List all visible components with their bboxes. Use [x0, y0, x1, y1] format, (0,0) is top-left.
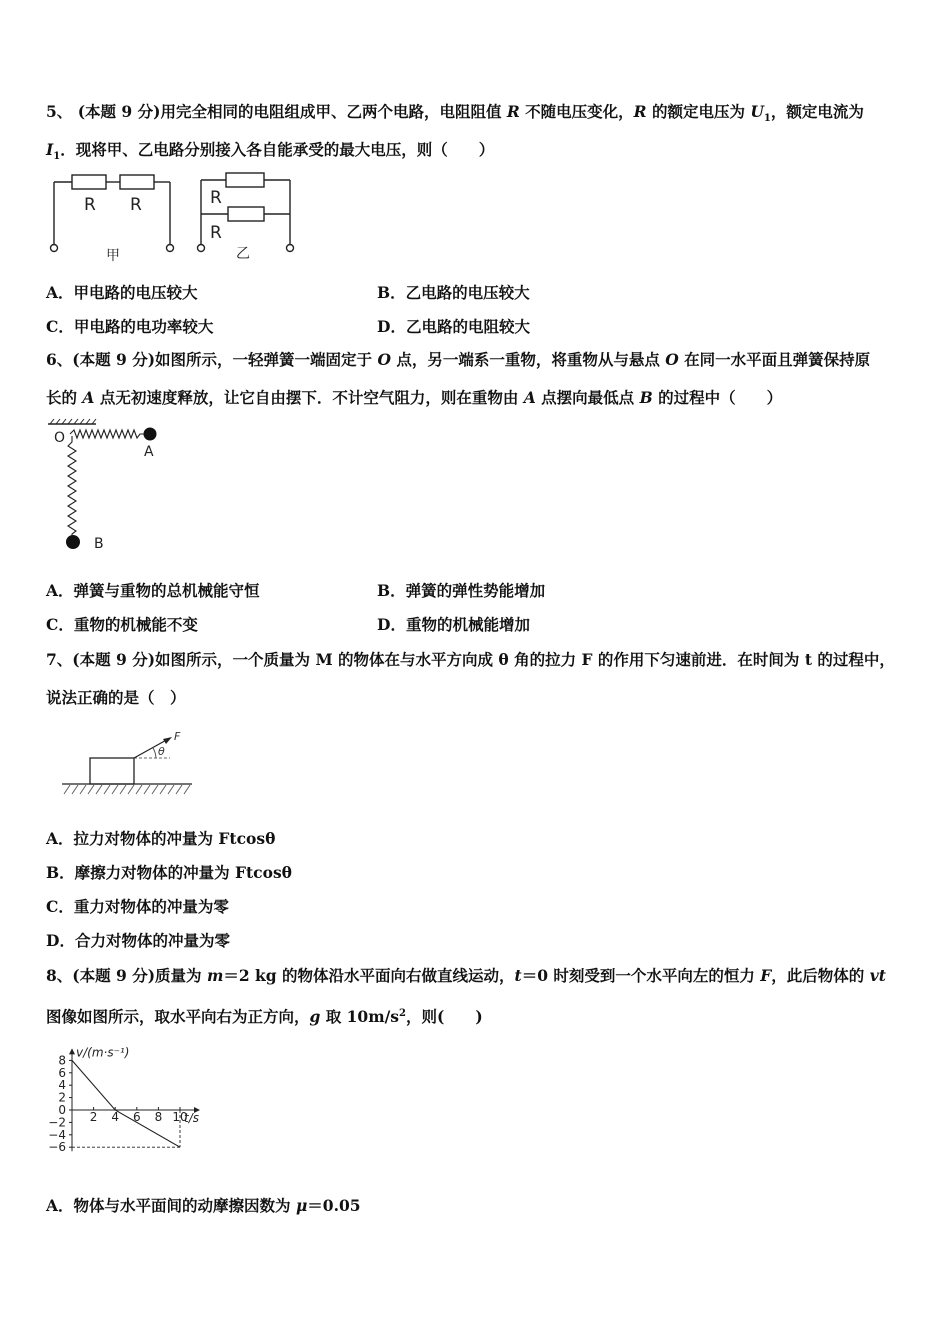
angle-arc — [153, 748, 156, 758]
x-tick-label: 2 — [89, 1110, 98, 1124]
label-r-jia-2: R — [130, 195, 142, 215]
y-tick-label: 6 — [58, 1065, 66, 1080]
x-tick-label: 10 — [172, 1110, 188, 1124]
ground-hatch — [64, 785, 190, 794]
label-f: F — [174, 730, 181, 743]
block — [90, 758, 134, 784]
label-r-yi-2: R — [210, 223, 222, 243]
q6-option-a[interactable]: A．弹簧与重物的总机械能守恒 — [46, 581, 260, 600]
x-tick-label: 6 — [132, 1110, 141, 1124]
force-arrowhead — [163, 737, 172, 744]
q5-option-c[interactable]: C．甲电路的电功率较大 — [46, 317, 214, 336]
q7-option-a[interactable]: A．拉力对物体的冲量为 Ftcosθ — [46, 829, 276, 848]
y-axis-label: v/(m·s⁻¹) — [76, 1045, 130, 1060]
y-tick-label: −4 — [48, 1127, 66, 1142]
terminal-yi-right — [287, 245, 294, 252]
x-axis-label: t/s — [184, 1111, 199, 1125]
q6-spring-figure — [46, 418, 176, 558]
y-tick-label: −6 — [48, 1140, 66, 1155]
q5-line2: $I_1$．现将甲、乙电路分别接入各自能承受的最大电压，则（ ） — [46, 140, 495, 163]
y-tick-label: −2 — [48, 1115, 66, 1130]
q7-force-figure — [60, 726, 200, 800]
terminal-jia-left — [51, 245, 58, 252]
chart-series — [72, 1060, 180, 1147]
resistor-jia-1 — [72, 175, 106, 189]
x-tick-label: 8 — [154, 1110, 163, 1124]
q8-line2: 图像如图所示，取水平向右为正方向，g 取 $10m/s^2$，则( ) — [46, 1007, 483, 1027]
circuit-jia — [51, 175, 174, 252]
q6-option-b[interactable]: B．弹簧的弹性势能增加 — [377, 581, 546, 600]
label-r-yi-1: R — [210, 188, 222, 208]
q8-number: 8、 — [46, 966, 73, 985]
y-tick-label: 0 — [58, 1103, 66, 1117]
q8-line1: 8、(本题 9 分)质量为 m＝2 kg 的物体沿水平面向右做直线运动，t＝0 时刻受到一个水平向左的恒力 F，此后物体的 vt — [46, 966, 886, 985]
horizontal-spring — [70, 430, 144, 438]
q7-line1: 7、(本题 9 分)如图所示，一个质量为 M 的物体在与水平方向成 θ 角的拉力 F 的作用下匀速前进．在时间为 t 的过程中， — [46, 650, 895, 669]
q5-option-d[interactable]: D．乙电路的电阻较大 — [377, 317, 530, 336]
y-axis-arrow — [69, 1048, 75, 1054]
q5-option-b[interactable]: B．乙电路的电压较大 — [377, 283, 530, 302]
label-jia: 甲 — [106, 248, 120, 264]
q5-number: 5、 — [46, 102, 73, 121]
q8-option-a[interactable]: A．物体与水平面间的动摩擦因数为 μ＝0.05 — [46, 1196, 361, 1215]
q6-line2: 长的 A 点无初速度释放，让它自由摆下．不计空气阻力，则在重物由 A 点摆向最低点 B 的过程中（ ） — [46, 388, 783, 407]
terminal-yi-left — [198, 245, 205, 252]
q7-line2: 说法正确的是（ ） — [46, 688, 186, 707]
q7-number: 7、 — [46, 650, 73, 669]
label-o: O — [54, 430, 66, 446]
label-r-jia-1: R — [84, 195, 96, 215]
label-yi: 乙 — [236, 246, 250, 262]
y-tick-label: 8 — [58, 1053, 66, 1068]
vertical-spring — [68, 436, 76, 536]
label-theta: θ — [158, 745, 165, 758]
q7-option-b[interactable]: B．摩擦力对物体的冲量为 Ftcosθ — [46, 863, 293, 882]
q6-option-d[interactable]: D．重物的机械能增加 — [377, 615, 530, 634]
q7-option-c[interactable]: C．重力对物体的冲量为零 — [46, 897, 229, 916]
weight-at-a — [144, 428, 157, 441]
resistor-yi-1 — [226, 173, 264, 187]
q5-option-a[interactable]: A．甲电路的电压较大 — [46, 283, 198, 302]
y-tick-label: 2 — [58, 1090, 66, 1105]
q6-number: 6、 — [46, 350, 73, 369]
q7-option-d[interactable]: D．合力对物体的冲量为零 — [46, 931, 230, 950]
vt-series-line — [72, 1060, 180, 1147]
ceiling-hatch — [50, 419, 96, 424]
q5-circuit-figure — [46, 170, 306, 265]
q5-line1: 5、 (本题 9 分)用完全相同的电阻组成甲、乙两个电路，电阻阻值 R 不随电压变化，R 的额定电压为 $U_1$，额定电流为 — [46, 102, 864, 125]
terminal-jia-right — [167, 245, 174, 252]
label-a: A — [144, 444, 154, 460]
q6-line1: 6、(本题 9 分)如图所示，一轻弹簧一端固定于 O 点，另一端系一重物，将重物从与悬点 O 在同一水平面且弹簧保持原 — [46, 350, 871, 369]
q6-option-c[interactable]: C．重物的机械能不变 — [46, 615, 198, 634]
resistor-jia-2 — [120, 175, 154, 189]
vt-chart — [44, 1034, 204, 1166]
label-b: B — [94, 536, 104, 552]
y-tick-label: 4 — [58, 1078, 66, 1093]
weight-at-b — [66, 535, 80, 549]
resistor-yi-2 — [228, 207, 264, 221]
x-tick-label: 4 — [111, 1110, 120, 1124]
